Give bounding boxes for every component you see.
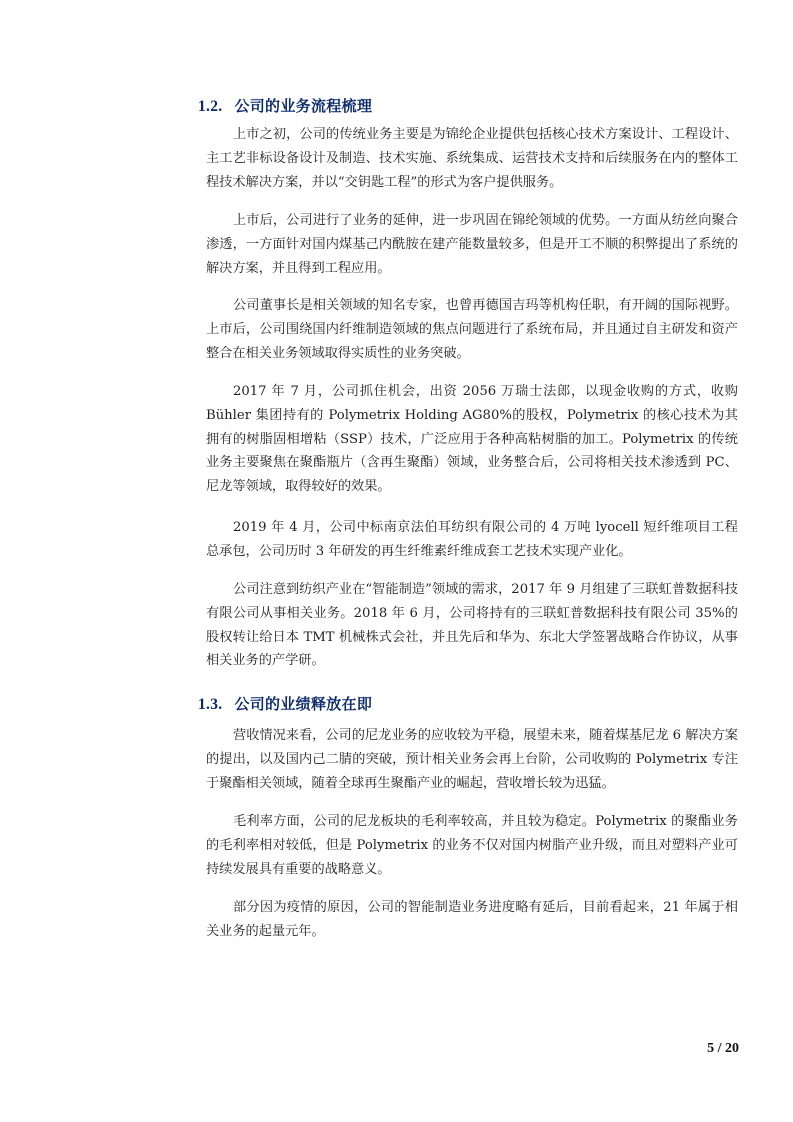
paragraph: 2017 年 7 月，公司抓住机会，出资 2056 万瑞士法郎，以现金收购的方式，收购 Bühler 集团持有的 Polymetrix Holding AG80%的股权，Polymetrix 的核心技术为其拥有的树脂固相增粘（SSP）技术，广泛应用于各种高粘树脂的加工。Polymetrix 的传统业务主要聚焦在聚酯瓶片（含再生聚酯）领域，业务整合后，公司将相关技术渗透到 PC、尼龙等领域，取得较好的效果。 [206, 384, 738, 495]
section-heading-1-2 [198, 95, 372, 116]
page-number: 5 / 20 [707, 1041, 739, 1056]
paragraph: 部分因为疫情的原因，公司的智能制造业务进度略有延后，目前看起来，21 年属于相关业务的起量元年。 [206, 900, 738, 939]
section-number: 1.3. [198, 696, 223, 713]
section-heading-1-3 [198, 693, 372, 714]
paragraph: 上市后，公司进行了业务的延伸，进一步巩固在锦纶领域的优势。一方面从纺丝向聚合渗透，一方面针对国内煤基己内酰胺在建产能数量较多，但是开工不顺的积弊提出了系统的解决方案，并且得到工程应用。 [206, 213, 738, 276]
section-title: 公司的业绩释放在即 [234, 695, 373, 713]
paragraph: 毛利率方面，公司的尼龙板块的毛利率较高，并且较为稳定。Polymetrix 的聚酯业务的毛利率相对较低，但是 Polymetrix 的业务不仅对国内树脂产业升级，而且对塑料产业可持续发展具有重要的战略意义。 [206, 814, 738, 877]
paragraph: 2019 年 4 月，公司中标南京法伯耳纺织有限公司的 4 万吨 lyocell 短纤维项目工程总承包，公司历时 3 年研发的再生纤维素纤维成套工艺技术实现产业化。 [206, 520, 738, 559]
paragraph: 公司注意到纺织产业在“智能制造”领域的需求，2017 年 9 月组建了三联虹普数据科技有限公司从事相关业务。2018 年 6 月，公司将持有的三联虹普数据科技有限公司 35%的股权转让给日本 TMT 机械株式会社，并且先后和华为、东北大学签署战略合作协议，从事相关业务的产学研。 [206, 582, 738, 669]
section-title: 公司的业务流程梳理 [234, 97, 373, 115]
paragraph: 公司董事长是相关领域的知名专家，也曾再德国吉玛等机构任职，有开阔的国际视野。上市后，公司围绕国内纤维制造领域的焦点问题进行了系统布局，并且通过自主研发和资产整合在相关业务领域取得实质性的业务突破。 [206, 298, 738, 361]
paragraph: 上市之初，公司的传统业务主要是为锦纶企业提供包括核心技术方案设计、工程设计、主工艺非标设备设计及制造、技术实施、系统集成、运营技术支持和后续服务在内的整体工程技术解决方案，并以“交钥匙工程”的形式为客户提供服务。 [206, 127, 738, 190]
paragraph: 营收情况来看，公司的尼龙业务的应收较为平稳，展望未来，随着煤基尼龙 6 解决方案的提出，以及国内己二腈的突破，预计相关业务会再上台阶，公司收购的 Polymetrix 专注于聚酯相关领域，随着全球再生聚酯产业的崛起，营收增长较为迅猛。 [206, 728, 738, 791]
section-number: 1.2. [198, 98, 223, 115]
